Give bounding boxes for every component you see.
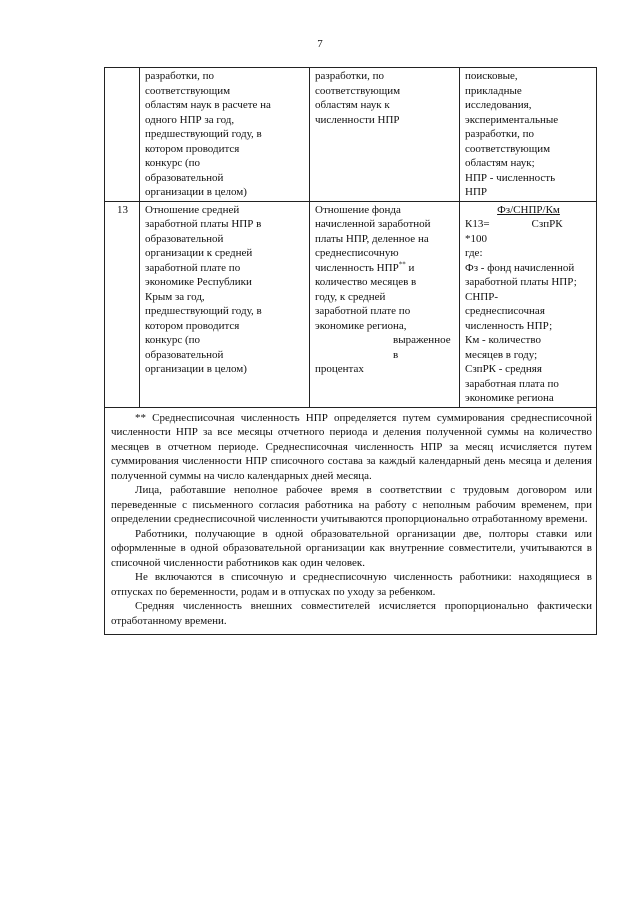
text-line: экспериментальные [465,113,559,126]
indicator-line: котором проводится [145,319,240,332]
indicator-line: организации в целом) [145,363,247,375]
method-line: количество месяцев в [315,276,417,288]
method-line: экономике региона, [315,319,407,332]
text-line: организации в целом) [145,186,247,198]
note-paragraph: Лица, работавшие неполное рабочее время в соответствии с трудовым договором или переведенные с письменного согласия работника на работу с неполным рабочим временем, при определении среднесписочной численности учитываются пропорционально отработанному времени. [111,484,592,525]
method-line: платы НПР, деленное на [315,232,429,245]
note-paragraph: Работники, получающие в одной образовательной организации две, полторы ставки или оформленные в одной образовательной организации как внутренние совместители, учитываются в списочной численности работников как один человек. [111,527,592,569]
table-row-13 [105,201,597,407]
indicator-line: заработной платы НПР в [145,218,262,230]
formula-multiplier: *100 [465,232,487,245]
text-line: предшествующий году, в [145,128,262,140]
indicator-line: предшествующий году, в [145,305,262,317]
indicator-line: конкурс (по [145,334,201,346]
note-paragraph: Не включаются в списочную и среднесписочную численность работники: находящиеся в отпусках по беременности, родам и в отпусках по уходу за ребенком. [111,571,592,598]
formula-definition: СзпРК - средняя [465,363,542,375]
text-line: разработки, по [145,70,214,82]
formula-definition: среднесписочная [465,305,545,317]
text-line: конкурс (по [145,157,201,169]
formula-equation: К13= СзпРК [465,218,563,230]
indicators-table [104,67,597,635]
method-line: Отношение фонда [315,203,401,216]
text-line: разработки, по [315,70,384,82]
formula-definition: месяцев в году; [465,348,538,361]
formula-where: где: [465,247,483,259]
text-line: соответствующим [145,84,231,97]
formula-definition: заработная плата по [465,377,559,390]
text-line: котором проводится [145,142,240,155]
method-line: среднесписочную [315,247,399,259]
indicator-line: образовательной [145,348,224,361]
method-line: выраженное в [393,334,451,361]
text-line: одного НПР за год, [145,113,235,126]
indicator-line: заработной плате по [145,261,241,274]
note-paragraph: Средняя численность внешних совместителей исчисляется пропорционально фактически отработанному времени. [111,600,592,627]
indicator-line: образовательной [145,232,224,245]
formula-definition: Км - количество [465,334,541,346]
method-line: начисленной заработной [315,218,431,230]
method-line: заработной плате по [315,305,411,317]
method-cell [310,201,460,407]
formula-cell [460,201,597,407]
indicator-cell [140,201,310,407]
method-line: году, к средней [315,290,386,303]
note-cell [105,407,597,635]
formula-definition: заработной платы НПР; [465,276,577,288]
formula-definition: экономике региона [465,392,554,404]
row-number-cell: 13 [105,201,140,407]
formula-fraction-numerator: Фз/СНПР/Км [497,203,560,216]
method-line: процентах [315,363,364,375]
text-line: областям наук к [315,99,390,111]
text-line: образовательной [145,171,224,184]
indicator-cell [140,68,310,202]
text-line: областям наук в расчете на [145,99,271,111]
indicator-line: экономике Республики [145,276,252,288]
page-number: 7 [317,38,323,50]
formula-definition: численность НПР; [465,319,553,332]
text-line: разработки, по [465,128,534,140]
text-line: НПР [465,186,488,198]
text-line: численности НПР [315,113,400,126]
method-cell [310,68,460,202]
text-line: соответствующим [465,142,551,155]
text-line: областям наук; [465,157,535,169]
text-line: прикладные [465,84,522,97]
text-line: соответствующим [315,84,401,97]
formula-definition: Фз - фонд начисленной [465,261,575,274]
table-row-continued [105,68,597,202]
formula-cell [460,68,597,202]
text-line: исследования, [465,99,532,111]
formula-definition: СНПР- [465,290,499,303]
row-number-cell [105,68,140,202]
table-row-note [105,407,597,635]
method-line: численность НПР** и [315,259,415,274]
indicator-line: Крым за год, [145,290,205,303]
indicator-line: Отношение средней [145,203,240,216]
text-line: поисковые, [465,70,518,82]
text-line: НПР - численность [465,171,556,184]
note-paragraph: ** Среднесписочная численность НПР определяется путем суммирования среднесписочной численности НПР за все месяцы отчетного периода и деления полученной суммы на количество месяцев в отчетном периоде. Среднесписочная численность НПР за месяц исчисляется путем суммирования численности НПР списочного состава за каждый календарный день месяца и деления полученной суммы на число календарных дней месяца. [111,411,592,482]
indicator-line: организации к средней [145,247,253,259]
